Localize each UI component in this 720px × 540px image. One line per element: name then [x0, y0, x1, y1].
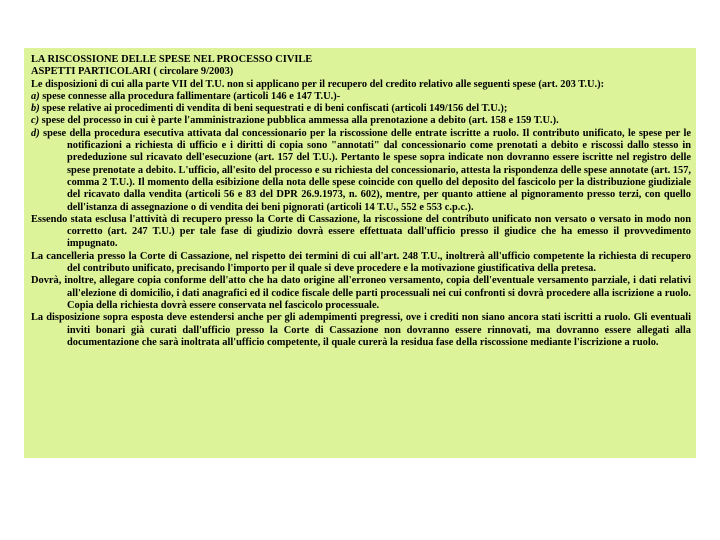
text-panel: [24, 48, 696, 458]
item-text: spese connesse alla procedura fallimentare (articoli 146 e 147 T.U.)-: [39, 90, 341, 102]
item-label: d): [31, 127, 40, 139]
paragraph-disposizione: La disposizione sopra esposta deve estendersi anche per gli adempimenti pregressi, ove i crediti non siano ancora stati iscritti a ruolo. Gli eventuali inviti bonari già curati dall'ufficio presso la Corte di Cassazione non dovranno essere rinnovati, ma dovranno essere allegati alla documentazione che sarà inoltrata all'ufficio competente, il quale curerà la residua fase della riscossione mediante l'iscrizione a ruolo.: [31, 312, 691, 348]
item-text: spese del processo in cui è parte l'amministrazione pubblica ammessa alla prenotazione a debito (art. 158 e 159 T.U.).: [39, 115, 559, 127]
list-item-b: [31, 103, 691, 115]
document-title: LA RISCOSSIONE DELLE SPESE NEL PROCESSO CIVILE: [31, 54, 313, 65]
item-text: spese della procedura esecutiva attivata dal concessionario per la riscossione delle entrate iscritte a ruolo. Il contributo unificato, le spese per le notificazioni a richiesta di ufficio e i diritti di copia sono "annotati" dal concessionario come prenotati a debito e riscossi dallo stesso in prededuzione sul ricavato dell'esecuzione (art. 157 del T.U.). Pertanto le spese sopra indicate non dovranno essere iscritte nel registro delle spese prenotate a debito. L'ufficio, all'esito del processo e su richiesta del concessionario, attesta la rispondenza delle spese annotate (art. 157, comma 2 T.U.). Il momento della esibizione della nota delle spese coincide con quello del deposito del fascicolo per la distribuzione giudiziale del ricavato dalla vendita (articoli 56 e 83 del DPR 26.9.1973, n. 602), mentre, per quanto attiene al pignoramento presso terzi, con quello dell'istanza di assegnazione o di vendita dei beni pignorati (articoli 14 T.U., 552 e 553 c.p.c.).: [39, 127, 691, 213]
item-label: a): [31, 90, 40, 102]
paragraph-allegare: Dovrà, inoltre, allegare copia conforme dell'atto che ha dato origine all'erroneo versamento, copia dell'eventuale versamento parziale, i dati relativi all'elezione di domicilio, i dati anagrafici ed il codice fiscale delle parti processuali nei cui confronti si dovrà procedere alla iscrizione a ruolo. Copia della richiesta dovrà essere conservata nel fascicolo processuale.: [31, 275, 691, 311]
paragraph-cassazione: Essendo stata esclusa l'attività di recupero presso la Corte di Cassazione, la riscossione del contributo unificato non versato o versato in modo non corretto (art. 247 T.U.) per tale fase di giudizio dovrà essere effettuata dall'ufficio presso il giudice che ha emesso il provvedimento impugnato.: [31, 213, 691, 250]
list-item-a: [31, 91, 691, 103]
list-item-c: [31, 115, 691, 127]
document-subtitle: ASPETTI PARTICOLARI ( circolare 9/2003): [31, 66, 234, 78]
intro-paragraph: Le disposizioni di cui alla parte VII del T.U. non si applicano per il recupero del credito relativo alle seguenti spese (art. 203 T.U.):: [31, 78, 605, 90]
list-item-d: [31, 128, 691, 214]
item-label: b): [31, 103, 40, 115]
item-text: spese relative ai procedimenti di vendita di beni sequestrati e di beni confiscati (articoli 149/156 del T.U.);: [39, 103, 508, 115]
paragraph-cancelleria: La cancelleria presso la Corte di Cassazione, nel rispetto dei termini di cui all'art. 248 T.U., inoltrerà all'ufficio competente la richiesta di recupero del contributo unificato, precisando l'importo per il quale si deve procedere e la motivazione giustificativa della pretesa.: [31, 250, 691, 275]
item-label: c): [31, 115, 40, 127]
